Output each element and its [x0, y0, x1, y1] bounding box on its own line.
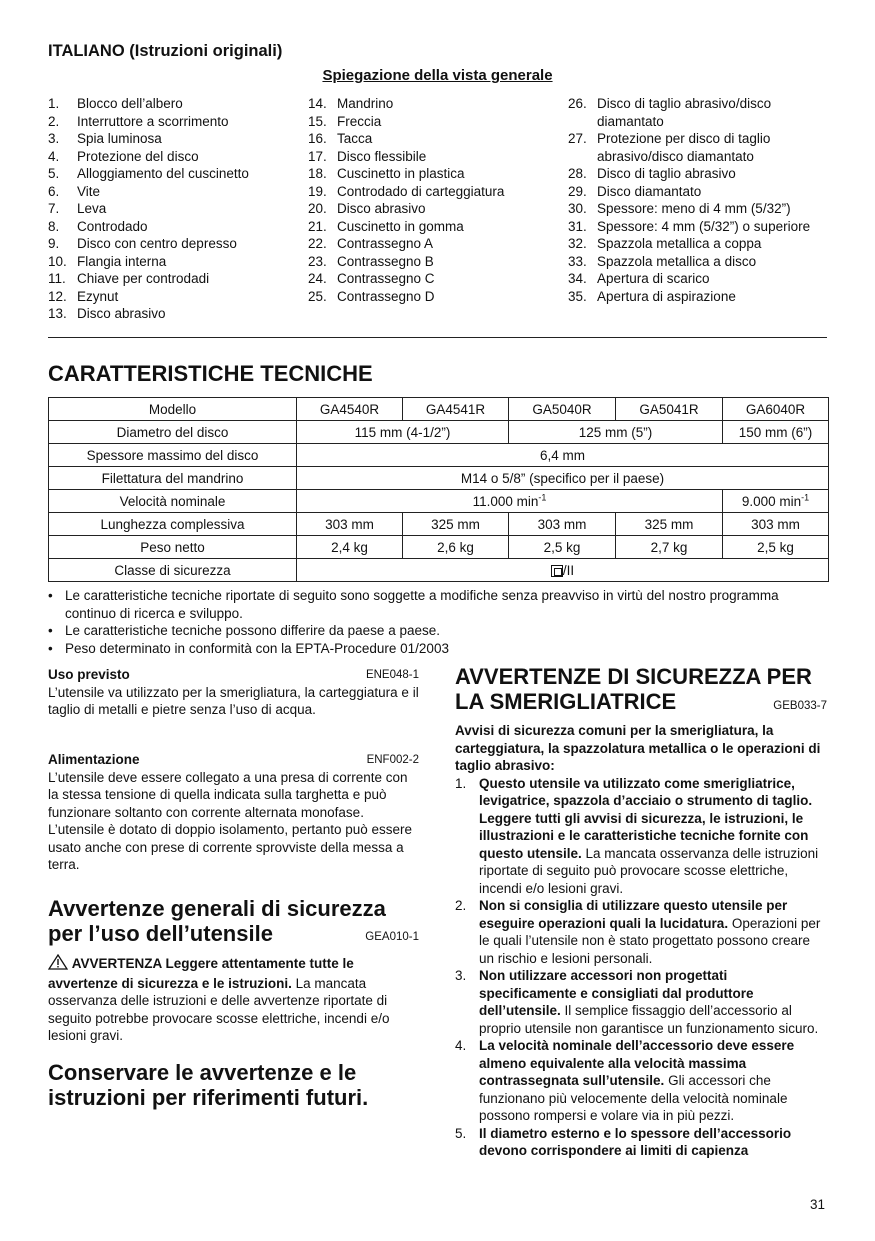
list-item	[568, 200, 828, 218]
item-label: Protezione del disco	[77, 148, 199, 164]
item-label: Spazzola metallica a disco	[597, 253, 757, 269]
overview-title-text: Spiegazione della vista generale	[322, 67, 553, 84]
model-label: Modello	[49, 398, 297, 421]
item-body-text: La mancata osservanza delle istruzioni riportate di seguito può provocare scosse elettriche, incendi e/o lesioni gravi.	[479, 845, 819, 896]
power-title: Alimentazione	[48, 752, 140, 767]
list-item	[308, 130, 563, 148]
item-text	[479, 967, 827, 1037]
specs-title: CARATTERISTICHE TECNICHE	[48, 361, 373, 386]
list-item	[48, 130, 303, 148]
list-item	[568, 218, 828, 236]
list-item	[568, 183, 828, 201]
item-number: 21.	[308, 218, 327, 234]
general-warnings-code: GEA010-1	[365, 931, 419, 943]
list-item	[568, 95, 828, 130]
speed-unit-exponent: -1	[801, 492, 810, 502]
grinder-safety-title-line1: AVVERTENZE DI SICUREZZA PER	[455, 664, 812, 689]
item-number: 1.	[455, 775, 467, 791]
list-item	[48, 165, 303, 183]
list-item	[568, 253, 828, 271]
item-number: 19.	[308, 183, 327, 199]
item-text	[479, 1125, 827, 1160]
item-bold-text: Non si consiglia di utilizzare questo utensile per eseguire operazioni quali la lucidatura.	[479, 898, 788, 931]
item-label: Vite	[77, 183, 101, 199]
length-value: 303 mm	[723, 513, 829, 536]
item-number: 24.	[308, 271, 327, 286]
item-label: Disco di taglio abrasivo/disco diamantato	[597, 96, 772, 129]
weight-value: 2,5 kg	[723, 536, 829, 559]
general-warnings-title-line1: Avvertenze generali di sicurezza	[48, 896, 386, 921]
item-label: Ezynut	[77, 288, 119, 304]
item-number: 15.	[308, 113, 327, 129]
spec-notes	[48, 587, 828, 657]
speed-value-text: 9.000 min	[741, 493, 802, 509]
speed-label: Velocità nominale	[49, 490, 297, 513]
item-number: 34.	[568, 271, 587, 286]
item-number: 1.	[48, 96, 60, 111]
item-label: Freccia	[337, 113, 382, 129]
model-cell: GA4540R	[297, 398, 403, 421]
power-section	[48, 751, 419, 874]
item-number: 17.	[308, 148, 327, 164]
class-label: Classe di sicurezza	[49, 559, 297, 582]
power-code: ENF002-2	[366, 754, 419, 766]
item-label: Disco abrasivo	[337, 201, 426, 216]
item-label: Spazzola metallica a coppa	[597, 236, 762, 251]
item-number: 3.	[48, 131, 60, 146]
item-label: Cuscinetto in gomma	[337, 218, 464, 234]
item-number: 16.	[308, 131, 327, 146]
item-number: 8.	[48, 218, 60, 234]
length-label: Lunghezza complessiva	[49, 513, 297, 536]
list-item	[48, 95, 303, 113]
item-label: Spessore: meno di 4 mm (5/32”)	[597, 201, 791, 216]
weight-value: 2,7 kg	[616, 536, 723, 559]
item-label: Controdado	[77, 218, 148, 234]
item-number: 26.	[568, 96, 587, 111]
grinder-safety-intro: Avvisi di sicurezza comuni per la smerigliatura, la carteggiatura, la spazzolatura metallica o le operazioni di taglio abrasivo:	[455, 723, 821, 773]
list-item	[308, 95, 563, 113]
model-cell: GA4541R	[403, 398, 509, 421]
item-label: Spessore: 4 mm (5/32”) o superiore	[597, 218, 811, 234]
item-label: Chiave per controdadi	[77, 271, 210, 286]
list-item	[308, 270, 563, 288]
warning-bold-text: AVVERTENZA Leggere attentamente tutte le avvertenze di sicurezza e le istruzioni.	[48, 956, 354, 991]
note-text: Peso determinato in conformità con la EPTA-Procedure 01/2003	[65, 640, 449, 656]
item-number: 28.	[568, 166, 587, 181]
list-item	[308, 288, 563, 306]
grinder-safety-list	[455, 775, 827, 1160]
item-bold-text: Questo utensile va utilizzato come smerigliatrice, levigatrice, spazzola d’acciaio o strumento di taglio. Leggere tutti gli avvisi di sicurezza, le istruzioni, le illustrazioni e le caratteristiche tecniche fornite con questo utensile.	[479, 775, 813, 861]
item-body-text: Operazioni per le quali l’utensile non è stato progettato possono creare un rischio e lesioni personali.	[479, 915, 821, 966]
table-row	[49, 536, 829, 559]
diameter-label: Diametro del disco	[49, 421, 297, 444]
speed-value	[297, 490, 723, 513]
item-label: Alloggiamento del cuscinetto	[77, 166, 249, 181]
item-label: Contrassegno C	[337, 271, 435, 286]
table-row	[49, 490, 829, 513]
specs-table	[48, 397, 829, 582]
item-number: 2.	[48, 113, 60, 129]
item-number: 35.	[568, 288, 587, 304]
item-number: 30.	[568, 201, 587, 216]
table-row	[49, 421, 829, 444]
list-item	[48, 640, 828, 658]
list-item	[308, 183, 563, 201]
speed-value	[723, 490, 829, 513]
item-label: Disco di taglio abrasivo	[597, 166, 736, 181]
item-label: Spia luminosa	[77, 131, 162, 146]
list-item	[455, 967, 827, 1037]
item-label: Disco con centro depresso	[77, 236, 237, 251]
intended-use-title: Uso previsto	[48, 667, 130, 682]
item-text	[479, 1037, 827, 1125]
item-number: 2.	[455, 898, 467, 913]
item-label: Leva	[77, 201, 107, 216]
diameter-value: 150 mm (6”)	[723, 421, 829, 444]
item-number: 5.	[455, 1125, 467, 1141]
item-number: 20.	[308, 201, 327, 216]
item-bold-text: Il diametro esterno e lo spessore dell’accessorio devono corrispondere ai limiti di capienza	[479, 1125, 792, 1158]
item-number: 7.	[48, 201, 60, 216]
table-row	[49, 513, 829, 536]
length-value: 303 mm	[297, 513, 403, 536]
class-value-text: /II	[562, 562, 575, 578]
bullet: •	[48, 623, 53, 638]
item-label: Disco abrasivo	[77, 306, 166, 321]
list-item	[308, 235, 563, 253]
section-divider	[48, 337, 827, 338]
list-item	[308, 200, 563, 218]
length-value: 325 mm	[403, 513, 509, 536]
item-text	[479, 897, 827, 967]
general-warnings-section	[48, 896, 419, 1045]
list-item	[48, 113, 303, 131]
item-number: 31.	[568, 218, 587, 234]
thickness-label: Spessore massimo del disco	[49, 444, 297, 467]
item-label: Apertura di scarico	[597, 271, 710, 286]
item-bold-text: Non utilizzare accessori non progettati specificamente e consigliati dal produttore dell’utensile.	[479, 968, 754, 1018]
warning-triangle-icon	[48, 954, 68, 975]
double-insulation-icon	[551, 565, 563, 577]
diameter-value: 115 mm (4-1/2”)	[297, 421, 509, 444]
item-label: Contrassegno A	[337, 236, 434, 251]
list-item	[455, 1125, 827, 1160]
length-value: 325 mm	[616, 513, 723, 536]
weight-value: 2,5 kg	[509, 536, 616, 559]
item-number: 10.	[48, 253, 67, 269]
list-item	[48, 183, 303, 201]
list-item	[568, 165, 828, 183]
table-row	[49, 398, 829, 421]
bullet: •	[48, 588, 53, 603]
item-number: 13.	[48, 306, 67, 321]
item-number: 14.	[308, 96, 327, 111]
item-number: 23.	[308, 253, 327, 269]
keep-instructions-line1: Conservare le avvertenze e le	[48, 1060, 357, 1085]
list-item	[48, 270, 303, 288]
item-label: Interruttore a scorrimento	[77, 113, 229, 129]
item-body-text: Il semplice fissaggio dell’accessorio al proprio utensile non garantisce un funzionamento sicuro.	[479, 1003, 819, 1036]
table-row	[49, 444, 829, 467]
item-number: 5.	[48, 166, 60, 181]
item-label: Blocco dell’albero	[77, 96, 183, 111]
keep-instructions-line2: istruzioni per riferimenti futuri.	[48, 1085, 369, 1110]
list-item	[455, 897, 827, 967]
list-item	[308, 148, 563, 166]
grinder-safety-section	[455, 664, 827, 1160]
item-number: 18.	[308, 166, 327, 181]
list-item	[568, 130, 828, 165]
thread-label: Filettatura del mandrino	[49, 467, 297, 490]
speed-unit-exponent: -1	[538, 492, 547, 502]
thread-value: M14 o 5/8” (specifico per il paese)	[297, 467, 829, 490]
item-bold-text: La velocità nominale dell’accessorio deve essere almeno equivalente alla velocità massima contrassegnata sull’utensile.	[479, 1038, 795, 1088]
item-label: Mandrino	[337, 96, 394, 111]
model-cell: GA5041R	[616, 398, 723, 421]
item-label: Protezione per disco di taglio abrasivo/disco diamantato	[597, 131, 771, 164]
overview-title	[48, 67, 827, 85]
keep-instructions-section	[48, 1060, 419, 1110]
bullet: •	[48, 640, 53, 656]
list-item	[48, 288, 303, 306]
length-value: 303 mm	[509, 513, 616, 536]
item-number: 25.	[308, 288, 327, 304]
list-item	[455, 775, 827, 898]
item-number: 32.	[568, 236, 587, 251]
list-item	[48, 235, 303, 253]
note-text: Le caratteristiche tecniche riportate di seguito sono soggette a modifiche senza preavviso in virtù del nostro programma continuo di ricerca e sviluppo.	[65, 588, 779, 621]
item-label: Tacca	[337, 131, 373, 146]
item-label: Disco diamantato	[597, 183, 702, 199]
item-number: 4.	[48, 148, 60, 164]
list-item	[48, 218, 303, 236]
list-item	[48, 253, 303, 271]
warning-body-text: La mancata osservanza delle istruzioni e delle avvertenze riportate di seguito potrebbe provocare scosse elettriche, incendi e/o lesioni gravi.	[48, 975, 390, 1043]
grinder-safety-code: GEB033-7	[773, 700, 827, 712]
item-number: 9.	[48, 236, 60, 251]
table-row	[49, 559, 829, 582]
intended-use-text: L’utensile va utilizzato per la smerigliatura, la carteggiatura e il taglio di metalli e pietre senza l’uso di acqua.	[48, 684, 419, 717]
item-number: 22.	[308, 236, 327, 251]
list-item	[48, 305, 303, 323]
list-item	[308, 218, 563, 236]
item-number: 29.	[568, 183, 587, 199]
list-item	[455, 1037, 827, 1125]
item-number: 3.	[455, 968, 467, 983]
class-value	[297, 559, 829, 582]
speed-value-text: 11.000 min	[472, 493, 539, 509]
parts-list-col3	[568, 95, 828, 305]
item-number: 6.	[48, 183, 60, 199]
item-number: 12.	[48, 288, 67, 304]
item-label: Cuscinetto in plastica	[337, 166, 465, 181]
power-text: L’utensile deve essere collegato a una presa di corrente con la stessa tensione di quella indicata sulla targhetta e può funzionare soltanto con corrente alternata monofase. L’utensile è dotato di doppio isolamento, pertanto può essere usato anche con prese di corrente sprovviste della messa a terra.	[48, 769, 413, 872]
list-item	[568, 288, 828, 306]
list-item	[308, 253, 563, 271]
list-item	[48, 622, 828, 640]
general-warnings-text	[48, 954, 419, 1045]
item-text	[479, 775, 827, 898]
parts-list-col1	[48, 95, 303, 323]
table-row	[49, 467, 829, 490]
item-number: 4.	[455, 1038, 467, 1053]
item-label: Apertura di aspirazione	[597, 288, 736, 304]
weight-value: 2,6 kg	[403, 536, 509, 559]
list-item	[568, 235, 828, 253]
model-cell: GA5040R	[509, 398, 616, 421]
general-warnings-title-line2: per l’uso dell’utensile	[48, 921, 273, 946]
intended-use-section	[48, 666, 419, 719]
list-item	[48, 200, 303, 218]
item-label: Flangia interna	[77, 253, 167, 269]
thickness-value: 6,4 mm	[297, 444, 829, 467]
item-body-text: Gli accessori che funzionano più velocemente della velocità nominale possono rompersi e volare via in più pezzi.	[479, 1073, 788, 1123]
list-item	[308, 165, 563, 183]
model-cell: GA6040R	[723, 398, 829, 421]
page-number: 31	[810, 1197, 826, 1212]
weight-label: Peso netto	[49, 536, 297, 559]
item-number: 11.	[48, 271, 66, 286]
language-header: ITALIANO (Istruzioni originali)	[48, 42, 283, 60]
item-label: Controdado di carteggiatura	[337, 183, 505, 199]
weight-value: 2,4 kg	[297, 536, 403, 559]
item-label: Disco flessibile	[337, 148, 427, 164]
note-text: Le caratteristiche tecniche possono differire da paese a paese.	[65, 623, 440, 638]
list-item	[48, 148, 303, 166]
list-item	[568, 270, 828, 288]
diameter-value: 125 mm (5”)	[509, 421, 723, 444]
item-label: Contrassegno B	[337, 253, 434, 269]
intended-use-code: ENE048-1	[365, 669, 419, 681]
list-item	[48, 587, 828, 622]
item-label: Contrassegno D	[337, 288, 435, 304]
item-number: 33.	[568, 253, 587, 269]
grinder-safety-title-line2: LA SMERIGLIATRICE	[455, 689, 677, 714]
item-number: 27.	[568, 131, 587, 146]
parts-list-col2	[308, 95, 563, 305]
list-item	[308, 113, 563, 131]
